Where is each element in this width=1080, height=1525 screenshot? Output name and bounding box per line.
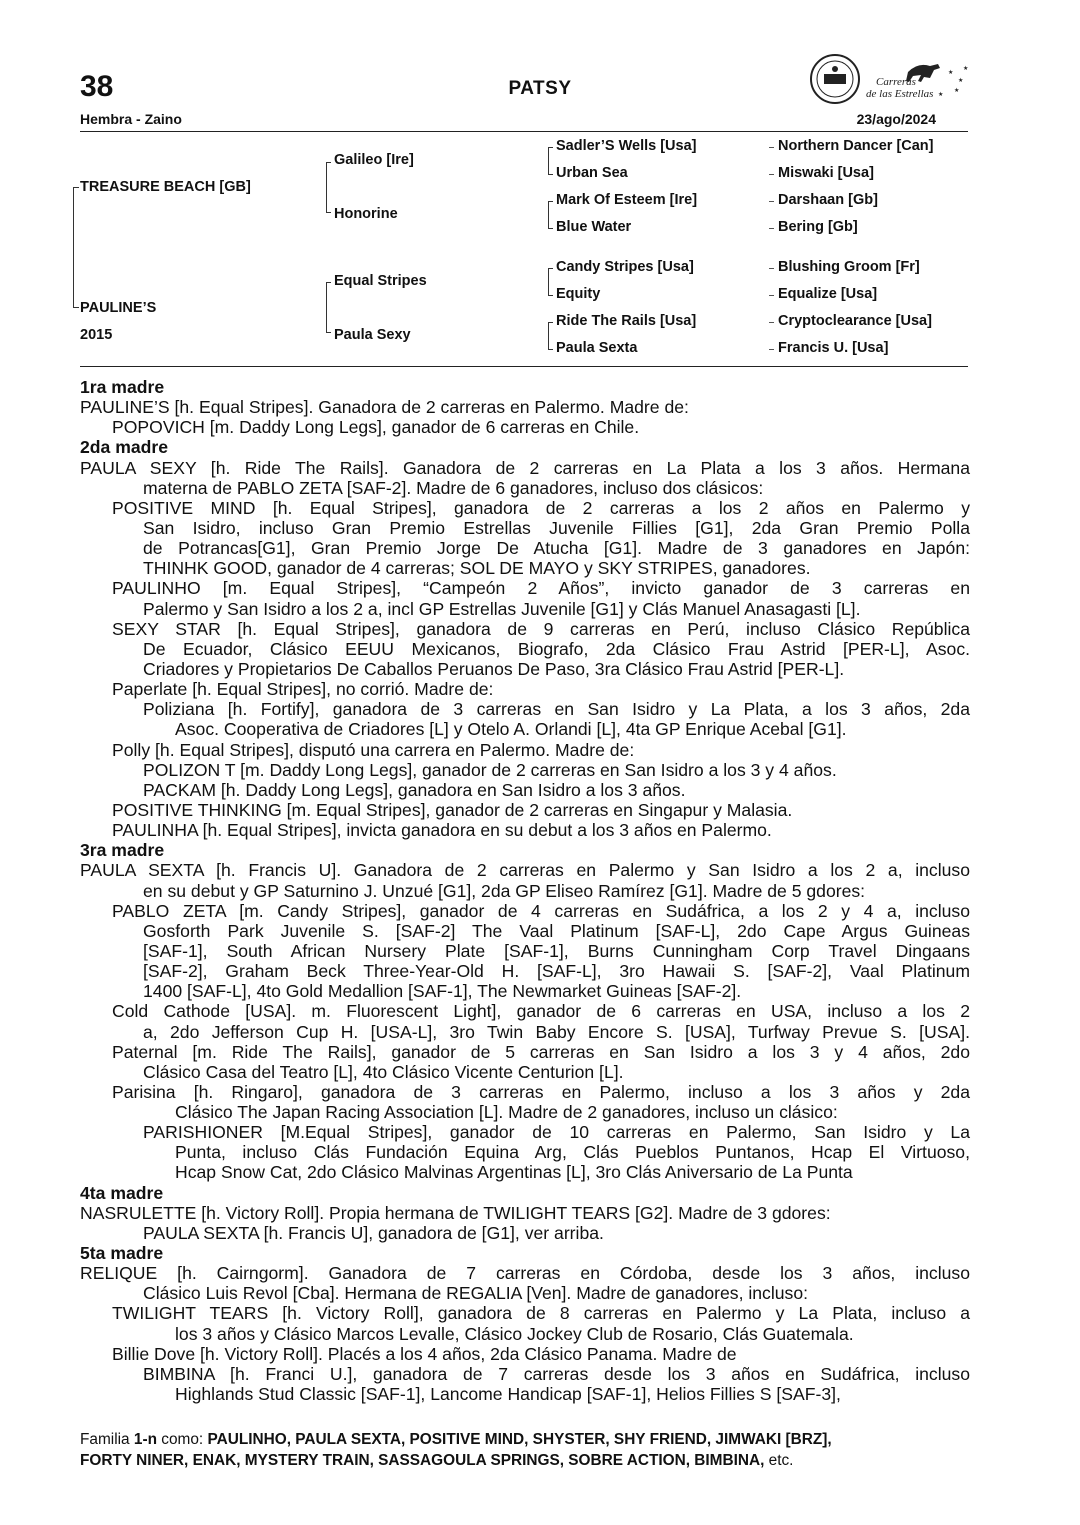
text-line: PAULA SEXTA [h. Francis U]. Ganadora de 2 carreras en Palermo y San Isidro a los 2 a, incluso — [80, 860, 970, 881]
pedigree-top-rule — [80, 131, 968, 132]
pedigree-dam-year: 2015 — [80, 327, 113, 343]
text-line: Criadores y Propietarios De Caballos Peruanos De Paso, 3ra Clásico Frau Astrid [PER-L]. — [143, 658, 845, 679]
pedigree-gen3: Ride The Rails [Usa] — [556, 313, 697, 329]
pedigree-gen3: Equity — [556, 286, 601, 302]
svg-text:★: ★ — [958, 78, 964, 84]
text-line: RELIQUE [h. Cairngorm]. Ganadora de 7 carreras en Córdoba, desde los 3 años, incluso — [80, 1263, 970, 1284]
text-line: Clásico Casa del Teatro [L], 4to Clásico Vicente Centurion [L]. — [143, 1061, 624, 1082]
pedigree-gen3: Candy Stripes [Usa] — [556, 259, 694, 275]
dam-line-text — [80, 377, 970, 1404]
family-suffix: etc. — [768, 1452, 794, 1469]
svg-text:Carreras: Carreras — [876, 76, 916, 88]
family-code: 1-n — [133, 1431, 157, 1448]
text-line: THINHK GOOD, ganador de 4 carreras; SOL DE MAYO y SKY STRIPES, ganadores. — [143, 558, 811, 579]
text-line: Highlands Stud Classic [SAF-1], Lancome Handicap [SAF-1], Helios Fillies S [SAF-3], — [175, 1384, 841, 1405]
section-heading: 3ra madre — [80, 840, 165, 861]
svg-text:de las Estrellas: de las Estrellas — [866, 88, 934, 100]
text-line: PARISHIONER [M.Equal Stripes], ganador de 10 carreras en Palermo, San Isidro y La — [143, 1122, 970, 1143]
pedigree-gen4: Darshaan [Gb] — [778, 192, 878, 208]
text-line: POSITIVE MIND [h. Equal Stripes], ganadora de 2 carreras a los 2 años en Palermo y — [112, 497, 970, 518]
text-line: PABLO ZETA [m. Candy Stripes], ganador de 4 carreras en Sudáfrica, a los 2 y 4 a, incluso — [112, 900, 970, 921]
report-date: 23/ago/2024 — [856, 111, 936, 127]
text-line: Billie Dove [h. Victory Roll]. Placés a los 4 años, 2da Clásico Panama. Madre de — [112, 1343, 737, 1364]
pedigree-gen2: Honorine — [334, 206, 398, 222]
pedigree-gen2: Equal Stripes — [334, 273, 427, 289]
pedigree-bottom-rule — [80, 366, 968, 367]
family-prefix: Familia — [80, 1431, 130, 1448]
text-line: [SAF-1], South African Nursery Plate [SAF-1], Burns Cunningham Corp Travel Dingaans — [143, 940, 970, 961]
text-line: PAULINE’S [h. Equal Stripes]. Ganadora de 2 carreras en Palermo. Madre de: — [80, 397, 689, 418]
text-line: Polly [h. Equal Stripes], disputó una carrera en Palermo. Madre de: — [112, 739, 635, 760]
pedigree-gen4: Equalize [Usa] — [778, 286, 878, 302]
text-line: POSITIVE THINKING [m. Equal Stripes], ganador de 2 carreras en Singapur y Malasia. — [112, 799, 793, 820]
pedigree-gen3: Mark Of Esteem [Ire] — [556, 192, 698, 208]
text-line: De Ecuador, Clásico EEUU Mexicanos, Biografo, 2da Clásico Frau Astrid [PER-L], Asoc. — [143, 638, 970, 659]
text-line: los 3 años y Clásico Marcos Levalle, Clásico Jockey Club de Rosario, Clás Guatemala. — [175, 1323, 854, 1344]
text-line: Clásico The Japan Racing Association [L]. Madre de 2 ganadores, incluso un clásico: — [175, 1102, 838, 1123]
text-line: Paperlate [h. Equal Stripes], no corrió. Madre de: — [112, 679, 494, 700]
pedigree-gen2: Galileo [Ire] — [334, 152, 414, 168]
pedigree-gen4: Bering [Gb] — [778, 219, 858, 235]
text-line: PAULA SEXTA [h. Francis U], ganadora de [G1], ver arriba. — [143, 1222, 604, 1243]
text-line: NASRULETTE [h. Victory Roll]. Propia hermana de TWILIGHT TEARS [G2]. Madre de 3 gdores: — [80, 1202, 831, 1223]
text-line: Gosforth Park Juvenile S. [SAF-2] The Vaal Platinum [SAF-L], 2do Cape Argus Guineas — [143, 920, 970, 941]
text-line: TWILIGHT TEARS [h. Victory Roll], ganadora de 8 carreras en Palermo y La Plata, incluso a — [112, 1303, 970, 1324]
text-line: POLIZON T [m. Daddy Long Legs], ganador de 2 carreras en San Isidro a los 3 y 4 años. — [143, 759, 837, 780]
text-line: San Isidro, incluso Gran Premio Estrellas Juvenile Fillies [G1], 2da Gran Premio Polla — [143, 517, 970, 538]
horse-name: PATSY — [508, 78, 572, 99]
text-line: Palermo y San Isidro a los 2 a, incl GP Estrellas Juvenile [G1] y Clás Manuel Anasagasti [L]. — [143, 598, 861, 619]
text-line: SEXY STAR [h. Equal Stripes], ganadora de 9 carreras en Perú, incluso Clásico República — [112, 618, 970, 639]
text-line: PAULINHO [m. Equal Stripes], “Campeón 2 Años”, invicto ganador de 3 carreras en — [112, 578, 970, 599]
text-line: Clásico Luis Revol [Cba]. Hermana de REGALIA [Ven]. Madre de ganadores, incluso: — [143, 1283, 809, 1304]
text-line: Cold Cathode [USA]. m. Fluorescent Light], ganador de 6 carreras en USA, incluso a los 2 — [112, 1001, 970, 1022]
family-footer — [80, 1429, 970, 1471]
family-como: como: — [161, 1431, 204, 1448]
section-heading: 1ra madre — [80, 377, 165, 397]
pedigree-gen3: Paula Sexta — [556, 340, 638, 356]
text-line: Poliziana [h. Fortify], ganadora de 3 carreras en San Isidro y La Plata, a los 3 años, 2da — [143, 699, 970, 720]
text-line: [SAF-2], Graham Beck Three-Year-Old H. [SAF-L], 3ro Hawaii S. [SAF-2], Vaal Platinum — [143, 961, 970, 982]
family-names: PAULINHO, PAULA SEXTA, POSITIVE MIND, SHYSTER, SHY FRIEND, JIMWAKI [BRZ], — [207, 1431, 832, 1448]
pedigree-gen4: Blushing Groom [Fr] — [778, 259, 920, 275]
svg-text:★: ★ — [938, 92, 944, 98]
pedigree-gen4: Northern Dancer [Can] — [778, 138, 934, 154]
sex-color: Hembra - Zaino — [80, 111, 182, 127]
text-line: en su debut y GP Saturnino J. Unzué [G1], 2da GP Eliseo Ramírez [G1]. Madre de 5 gdores: — [143, 880, 866, 901]
svg-text:★: ★ — [948, 70, 954, 76]
text-line: PACKAM [h. Daddy Long Legs], ganadora en San Isidro a los 3 años. — [143, 779, 686, 800]
text-line: PAULA SEXY [h. Ride The Rails]. Ganadora de 2 carreras en La Plata a los 3 años. Hermana — [80, 457, 970, 478]
text-line: materna de PABLO ZETA [SAF-2]. Madre de 6 ganadores, incluso dos clásicos: — [143, 477, 764, 498]
svg-text:★: ★ — [954, 88, 960, 94]
section-heading: 2da madre — [80, 437, 169, 458]
pedigree-gen4: Miswaki [Usa] — [778, 165, 874, 181]
pedigree-gen3: Blue Water — [556, 219, 632, 235]
family-names: FORTY NINER, ENAK, MYSTERY TRAIN, SASSAGOULA SPRINGS, SOBRE ACTION, BIMBINA, — [80, 1452, 765, 1469]
text-line: 1400 [SAF-L], 4to Gold Medallion [SAF-1], The Newmarket Guineas [SAF-2]. — [143, 981, 742, 1002]
text-line: BIMBINA [h. Franci U.], ganadora de 7 carreras desde los 3 años en Sudáfrica, incluso — [143, 1363, 970, 1384]
pedigree-dam: PAULINE’S — [80, 300, 157, 316]
text-line: Paternal [m. Ride The Rails], ganador de 5 carreras en San Isidro a los 3 y 4 años, 2do — [112, 1041, 970, 1062]
page-number: 38 — [80, 70, 114, 103]
text-line: de Potrancas[G1], Gran Premio Jorge De Atucha [G1]. Madre de 3 ganadores en Japón: — [143, 538, 970, 559]
pedigree-sire: TREASURE BEACH [GB] — [80, 179, 251, 195]
text-line: a, 2do Jefferson Cup H. [USA-L], 3ro Twin Baby Encore S. [USA], Turfway Prevue S. [USA]. — [143, 1021, 970, 1042]
svg-text:★: ★ — [963, 66, 969, 72]
section-heading: 5ta madre — [80, 1243, 164, 1264]
text-line: Hcap Snow Cat, 2do Clásico Malvinas Argentinas [L], 3ro Clás Aniversario de La Punta — [175, 1162, 853, 1183]
text-line: POPOVICH [m. Daddy Long Legs], ganador de 6 carreras en Chile. — [112, 417, 640, 438]
text-line: PAULINHA [h. Equal Stripes], invicta ganadora en su debut a los 3 años en Palermo. — [112, 820, 772, 841]
pedigree-gen4: Francis U. [Usa] — [778, 340, 889, 356]
section-heading: 4ta madre — [80, 1182, 164, 1203]
pedigree-gen4: Cryptoclearance [Usa] — [778, 313, 932, 329]
text-line: Parisina [h. Ringaro], ganadora de 3 carreras en Palermo, incluso a los 3 años y 2da — [112, 1081, 970, 1102]
text-line: Punta, incluso Clás Fundación Equina Arg, Clás Pueblos Puntanos, Hcap El Virtuoso, — [175, 1142, 970, 1163]
event-logo — [808, 52, 973, 106]
pedigree-gen2: Paula Sexy — [334, 327, 411, 343]
pedigree-gen3: Urban Sea — [556, 165, 628, 181]
text-line: Asoc. Cooperativa de Criadores [L] y Otelo A. Orlandi [L], 4ta GP Enrique Acebal [G1]. — [175, 719, 847, 740]
pedigree-gen3: Sadler’S Wells [Usa] — [556, 138, 697, 154]
